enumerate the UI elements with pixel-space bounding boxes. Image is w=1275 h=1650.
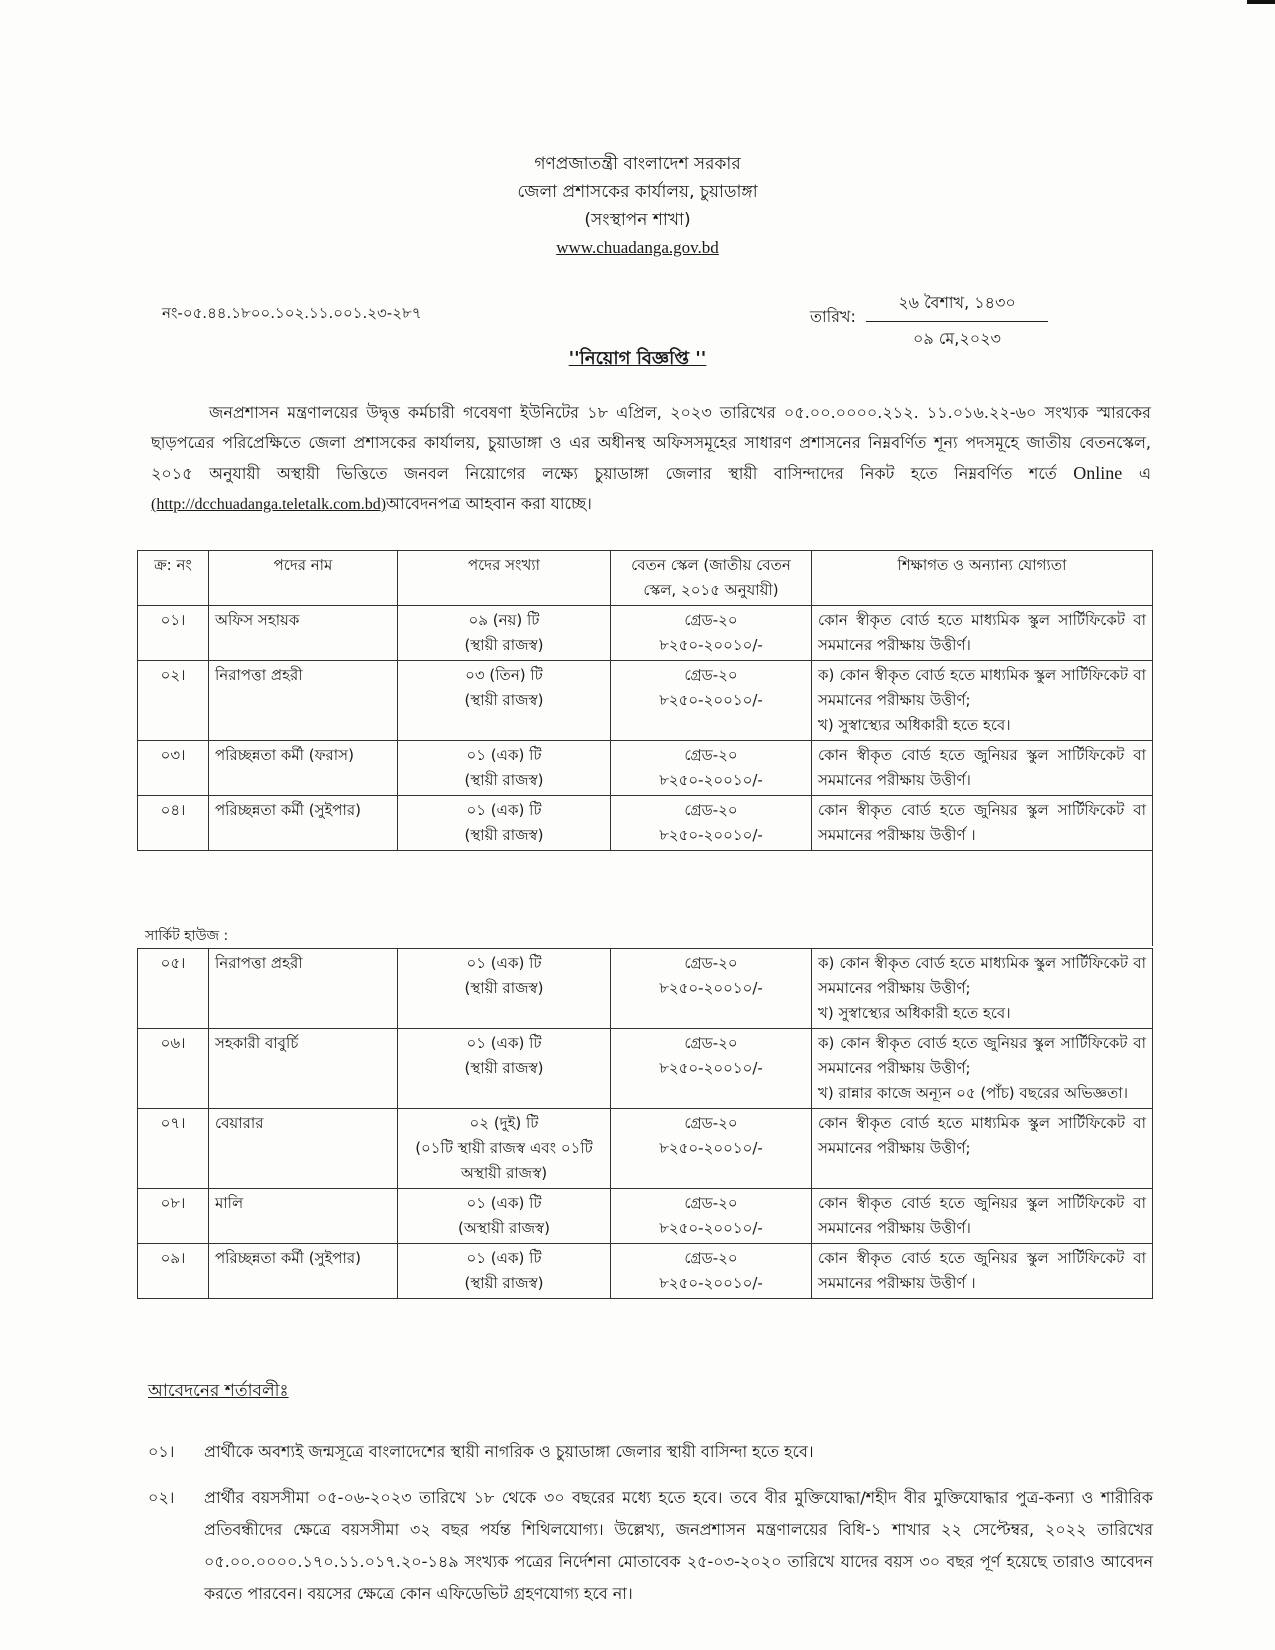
row-count [398,606,611,661]
row-serial: ০১। [138,606,209,661]
header-qualification: শিক্ষাগত ও অন্যান্য যোগ্যতা [812,551,1153,606]
row-pay: ৮২৫০-২০০১০/- [659,1219,763,1237]
row-pay: ৮২৫০-২০০১০/- [659,691,763,709]
row-scale [611,1189,812,1244]
row-qualification: কোন স্বীকৃত বোর্ড হতে জুনিয়র স্কুল সার্টিফিকেট বা সমমানের পরীক্ষায় উত্তীর্ণ। [812,741,1153,796]
row-grade: গ্রেড-২০ [684,801,738,819]
row-qualification [812,949,1153,1029]
row-qualification: কোন স্বীকৃত বোর্ড হতে জুনিয়র স্কুল সার্টিফিকেট বা সমমানের পরীক্ষায় উত্তীর্ণ। [812,1189,1153,1244]
row-serial: ০৩। [138,741,209,796]
condition-item [148,1436,1153,1468]
table-header-row [138,551,1153,606]
scan-edge-mark [1247,0,1275,4]
row-revenue: (স্থায়ী রাজস্ব) [464,691,544,709]
table-row [138,1109,1153,1189]
header-count: পদের সংখ্যা [398,551,611,606]
table-row [138,1029,1153,1109]
posts-table-main [137,550,1153,851]
letterhead [0,150,1275,262]
government-name: গণপ্রজাতন্ত্রী বাংলাদেশ সরকার [534,154,741,174]
row-qualification [812,1029,1153,1109]
row-revenue: (স্থায়ী রাজস্ব) [464,1059,544,1077]
row-grade: গ্রেড-২০ [684,1034,738,1052]
memo-number: নং-০৫.৪৪.১৮০০.১০২.১১.০০১.২৩-২৮৭ [162,304,422,322]
row-count [398,796,611,851]
condition-number: ০১। [148,1442,175,1461]
row-revenue: (স্থায়ী রাজস্ব) [464,636,544,654]
row-qualification-b: খ) সুস্বাস্থ্যের অধিকারী হতে হবে। [818,716,1011,734]
website-link[interactable]: www.chuadanga.gov.bd [556,238,719,257]
row-count [398,1189,611,1244]
row-revenue: (০১টি স্থায়ী রাজস্ব এবং ০১টি অস্থায়ী রাজস্ব) [415,1139,593,1182]
table-row [138,796,1153,851]
header-serial: ক্র: নং [138,551,209,606]
row-count-number: ০৩ (তিন) টি [465,666,543,684]
row-post: নিরাপত্তা প্রহরী [209,949,398,1029]
row-post: পরিচ্ছন্নতা কর্মী (ফরাস) [209,741,398,796]
table-row [138,1189,1153,1244]
header-scale: বেতন স্কেল (জাতীয় বেতন স্কেল, ২০১৫ অনুযায়ী) [611,551,812,606]
row-count-number: ০৯ (নয়) টি [468,611,540,629]
notice-title-text: ''নিয়োগ বিজ্ঞপ্তি '' [568,348,707,369]
table-row [138,741,1153,796]
row-grade: গ্রেড-২০ [684,666,738,684]
row-count-number: ০২ (দুই) টি [469,1114,539,1132]
date-bangla: ২৬ বৈশাখ, ১৪৩০ [866,290,1048,322]
row-revenue: (অস্থায়ী রাজস্ব) [457,1219,551,1237]
intro-closing: আবেদনপত্র আহবান করা যাচ্ছে। [386,494,592,513]
circuit-house-label: সার্কিট হাউজ : [145,928,229,944]
row-count [398,1029,611,1109]
row-qualification-b: খ) রান্নার কাজে অন্যূন ০৫ (পাঁচ) বছরের অভিজ্ঞতা। [818,1084,1128,1102]
row-revenue: (স্থায়ী রাজস্ব) [464,771,544,789]
row-post: অফিস সহায়ক [209,606,398,661]
row-serial: ০৮। [138,1189,209,1244]
row-qualification-a: ক) কোন স্বীকৃত বোর্ড হতে মাধ্যমিক স্কুল সার্টিফিকেট বা সমমানের পরীক্ষায় উত্তীর্ণ; [818,666,1146,709]
condition-number: ০২। [148,1488,175,1507]
row-post: পরিচ্ছন্নতা কর্মী (সুইপার) [209,796,398,851]
row-post: সহকারী বাবুর্চি [209,1029,398,1109]
table-side-border [1152,850,1153,946]
row-serial: ০২। [138,661,209,741]
office-name: জেলা প্রশাসকের কার্যালয়, চুয়াডাঙ্গা [517,182,758,202]
row-grade: গ্রেড-২০ [684,746,738,764]
intro-paragraph [151,398,1151,520]
row-scale [611,1109,812,1189]
condition-item [148,1482,1153,1610]
date-gregorian: ০৯ মে,২০২৩ [913,329,1001,348]
row-scale [611,1029,812,1109]
row-pay: ৮২৫০-২০০১০/- [659,1139,763,1157]
row-grade: গ্রেড-২০ [684,1114,738,1132]
row-qualification: কোন স্বীকৃত বোর্ড হতে মাধ্যমিক স্কুল সার্টিফিকেট বা সমমানের পরীক্ষায় উত্তীর্ণ; [812,1109,1153,1189]
row-scale [611,741,812,796]
row-scale [611,949,812,1029]
table-row [138,949,1153,1029]
row-count-number: ০১ (এক) টি [466,1034,542,1052]
condition-text: প্রার্থীকে অবশ্যই জন্মসূত্রে বাংলাদেশের স্থায়ী নাগরিক ও চুয়াডাঙ্গা জেলার স্থায়ী বাসিন্দা হতে হবে। [204,1442,814,1461]
row-count [398,1109,611,1189]
application-url-link[interactable]: (http://dcchuadanga.teletalk.com.bd) [151,496,387,513]
row-grade: গ্রেড-২০ [684,611,738,629]
row-pay: ৮২৫০-২০০১০/- [659,771,763,789]
header-post: পদের নাম [209,551,398,606]
intro-text: জনপ্রশাসন মন্ত্রণালয়ের উদ্বৃত্ত কর্মচারী গবেষণা ইউনিটের ১৮ এপ্রিল, ২০২৩ তারিখের ০৫.০০.০০০০.২১২. ১১.০১৬.২২-৬০ সংখ্যক স্মারকের ছাড়পত্রের পরিপ্রেক্ষিতে জেলা প্রশাসকের কার্যালয়, চুয়াডাঙ্গা ও এর অধীনস্থ অফিসসমূহের সাধারণ প্রশাসনের নিম্নবর্ণিত শূন্য পদসমূহে জাতীয় বেতনস্কেল, ২০১৫ অনুযায়ী অস্থায়ী ভিত্তিতে জনবল নিয়োগের লক্ষ্যে চুয়াডাঙ্গা জেলার স্থায়ী বাসিন্দাদের নিকট হতে নিম্নবর্ণিত শর্তে [151,403,1151,483]
row-scale [611,661,812,741]
table-row [138,606,1153,661]
row-serial: ০৭। [138,1109,209,1189]
row-qualification: কোন স্বীকৃত বোর্ড হতে জুনিয়র স্কুল সার্টিফিকেট বা সমমানের পরীক্ষায় উত্তীর্ণ । [812,1244,1153,1299]
row-pay: ৮২৫০-২০০১০/- [659,1274,763,1292]
row-qualification-a: ক) কোন স্বীকৃত বোর্ড হতে জুনিয়র স্কুল সার্টিফিকেট বা সমমানের পরীক্ষায় উত্তীর্ণ; [818,1034,1146,1077]
intro-ae: এ [1138,464,1151,483]
row-post: নিরাপত্তা প্রহরী [209,661,398,741]
row-count-number: ০১ (এক) টি [466,801,542,819]
table-row [138,661,1153,741]
row-scale [611,606,812,661]
online-word: Online [1073,463,1123,483]
row-count-number: ০১ (এক) টি [466,746,542,764]
row-grade: গ্রেড-২০ [684,1249,738,1267]
row-grade: গ্রেড-২০ [684,1194,738,1212]
row-post: মালি [209,1189,398,1244]
row-count [398,741,611,796]
date-label: তারিখ: [810,307,856,326]
condition-text: প্রার্থীর বয়সসীমা ০৫-০৬-২০২৩ তারিখে ১৮ থেকে ৩০ বছরের মধ্যে হতে হবে। তবে বীর মুক্তিযোদ্ধা/শহীদ বীর মুক্তিযোদ্ধার পুত্র-কন্যা ও শারীরিক প্রতিবন্ধীদের ক্ষেত্রে বয়সসীমা ৩২ বছর পর্যন্ত শিথিলযোগ্য। উল্লেখ্য, জনপ্রশাসন মন্ত্রণালয়ের বিধি-১ শাখার ২২ সেপ্টেম্বর, ২০২২ তারিখের ০৫.০০.০০০০.১৭০.১১.০১৭.২০-১৪৯ সংখ্যক পত্রের নির্দেশনা মোতাবেক ২৫-০৩-২০২০ তারিখে যাদের বয়স ৩০ বছর পূর্ণ হয়েছে তারাও আবেদন করতে পারবেন। বয়সের ক্ষেত্রে কোন এফিডেভিট গ্রহণযোগ্য হবে না। [204,1488,1153,1603]
row-serial: ০৯। [138,1244,209,1299]
row-pay: ৮২৫০-২০০১০/- [659,979,763,997]
row-pay: ৮২৫০-২০০১০/- [659,826,763,844]
branch-name: (সংস্থাপন শাখা) [584,210,691,230]
row-revenue: (স্থায়ী রাজস্ব) [464,979,544,997]
row-post: পরিচ্ছন্নতা কর্মী (সুইপার) [209,1244,398,1299]
terms-heading: আবেদনের শর্তাবলীঃ [148,1381,289,1401]
row-post: বেয়ারার [209,1109,398,1189]
row-revenue: (স্থায়ী রাজস্ব) [464,1274,544,1292]
row-qualification: কোন স্বীকৃত বোর্ড হতে জুনিয়র স্কুল সার্টিফিকেট বা সমমানের পরীক্ষায় উত্তীর্ণ । [812,796,1153,851]
row-scale [611,796,812,851]
row-count-number: ০১ (এক) টি [466,954,542,972]
row-serial: ০৬। [138,1029,209,1109]
row-serial: ০৫। [138,949,209,1029]
row-qualification [812,661,1153,741]
row-count-number: ০১ (এক) টি [466,1249,542,1267]
notice-title [0,344,1275,375]
row-revenue: (স্থায়ী রাজস্ব) [464,826,544,844]
row-qualification-a: ক) কোন স্বীকৃত বোর্ড হতে মাধ্যমিক স্কুল সার্টিফিকেট বা সমমানের পরীক্ষায় উত্তীর্ণ; [818,954,1146,997]
row-pay: ৮২৫০-২০০১০/- [659,636,763,654]
row-count [398,661,611,741]
row-pay: ৮২৫০-২০০১০/- [659,1059,763,1077]
row-qualification-b: খ) সুস্বাস্থ্যের অধিকারী হতে হবে। [818,1004,1011,1022]
row-count-number: ০১ (এক) টি [466,1194,542,1212]
row-scale [611,1244,812,1299]
row-count [398,1244,611,1299]
row-count [398,949,611,1029]
row-grade: গ্রেড-২০ [684,954,738,972]
table-row [138,1244,1153,1299]
row-serial: ০৪। [138,796,209,851]
row-qualification: কোন স্বীকৃত বোর্ড হতে মাধ্যমিক স্কুল সার্টিফিকেট বা সমমানের পরীক্ষায় উত্তীর্ণ। [812,606,1153,661]
posts-table-circuit-house [137,948,1153,1299]
